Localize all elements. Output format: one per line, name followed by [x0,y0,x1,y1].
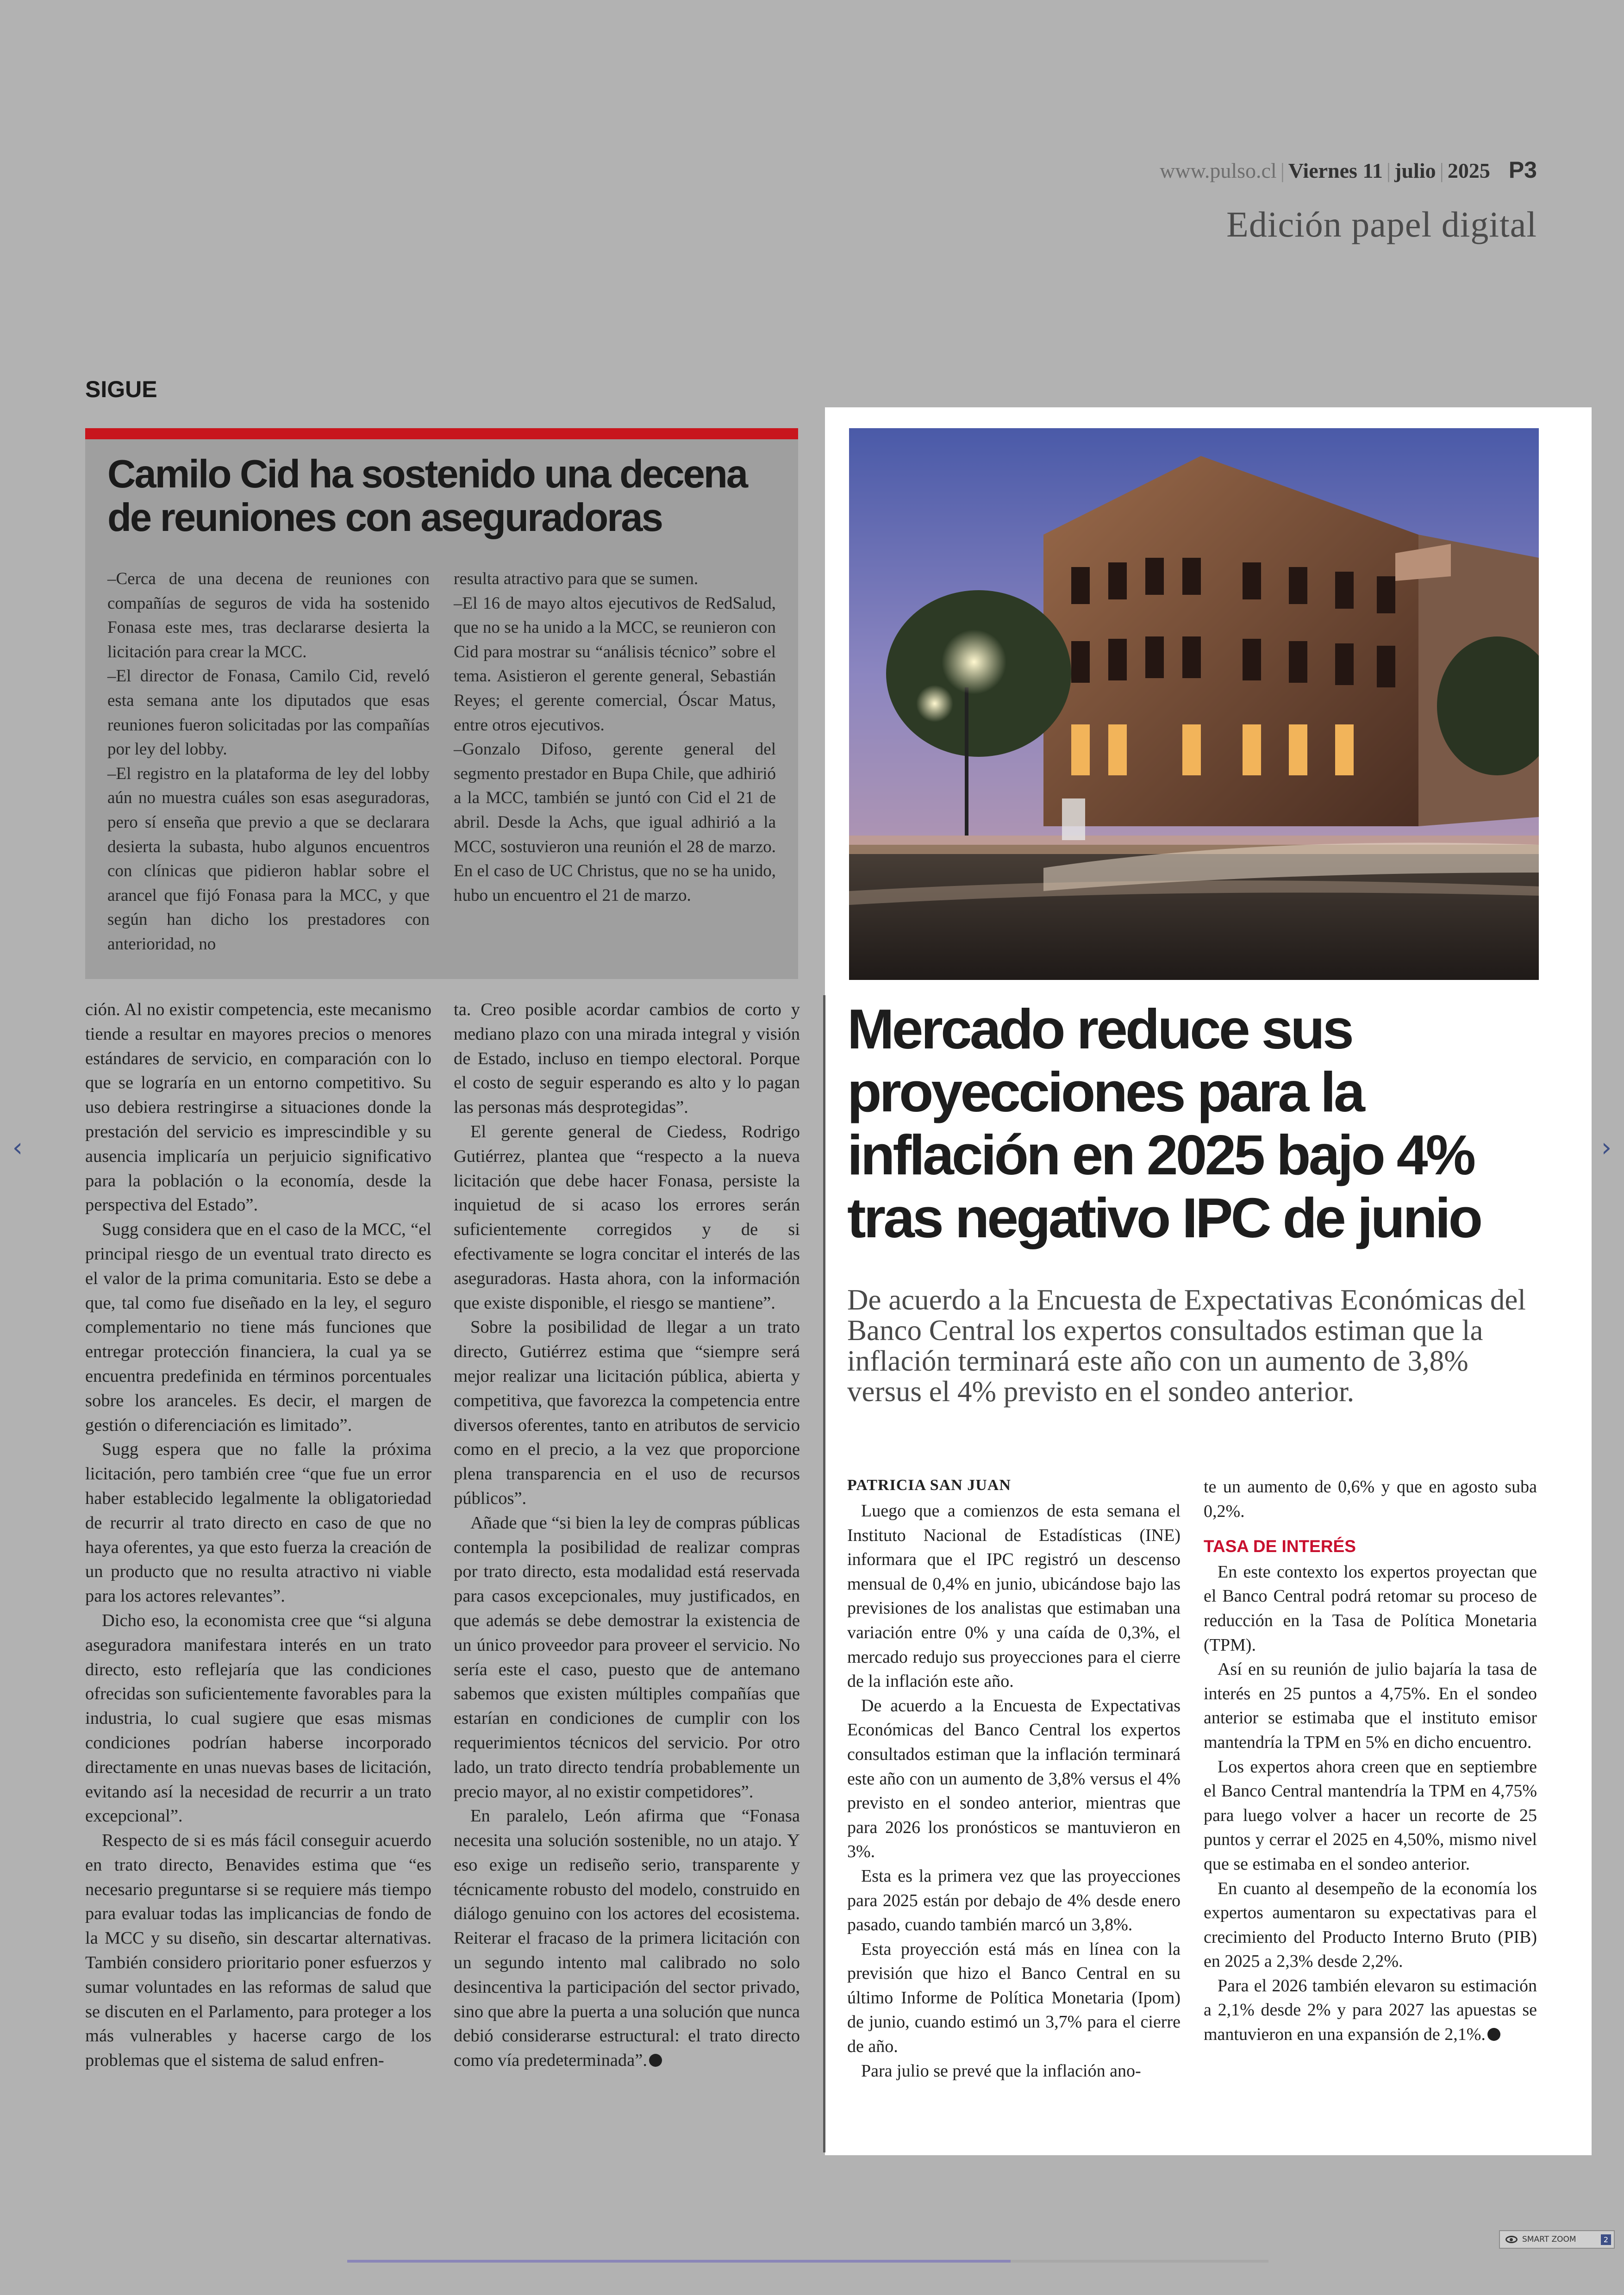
box-paragraph: resulta atractivo para que se sumen. [454,569,699,588]
masthead: www.pulso.cl | Viernes 11 | julio | 2025 P3 [1160,157,1537,183]
page-progress-bar[interactable] [347,2260,1268,2263]
date-month: julio [1394,159,1436,182]
column-divider [823,995,825,2152]
date-year: 2025 [1447,159,1490,182]
box-column-1 [107,567,430,957]
article-paragraph: ción. Al no existir competencia, este mecanismo tiende a resultar en mayores precios o menores estándares de servicio, en comparación con lo que se lograría en un entorno competitivo. Su uso debiera restringirse a situaciones donde la prestación del servicio es imprescindible y su ausencia implicaría un perjuicio significativo para la población o la economía, desde la perspectiva del Estado”. [85,1000,431,1215]
chevron-left-icon: ‹ [12,1133,23,1163]
article-headline: Mercado reduce sus proyecciones para la inflación en 2025 bajo 4% tras negativo IPC de junio [847,998,1481,1249]
article-paragraph: Sugg considera que en el caso de la MCC, “el principal riesgo de un eventual trato directo es el valor de la prima comunitaria. Esto se debe a que, tal como fue diseñado en la ley, el seguro complementario no tiene más funciones que entregar protección financiera, la cual ya se encuentra predefinida en términos porcentuales sobre los aranceles. Es decir, el margen de gestión o diferenciación es limitado”. [85,1220,431,1435]
box-paragraph: –El 16 de mayo altos ejecutivos de RedSalud, que no se ha unido a la MCC, se reunieron con Cid para mostrar su “análisis técnico” sobre el tema. Asistieron el gerente general, Sebastián Reyes; el gerente comercial, Óscar Matus, entre otros ejecutivos. [454,593,776,735]
article-paragraph: Los expertos ahora creen que en septiembre el Banco Central mantendría la TPM en 4,75% para luego volver a hacer un recorte de 25 puntos y cerrar el 2025 en 4,50%, mismo nivel que se estimaba en el sondeo anterior. [1204,1757,1537,1874]
eye-icon [1505,2236,1518,2243]
article-paragraph: te un aumento de 0,6% y que en agosto suba 0,2%. [1204,1477,1537,1521]
smart-zoom-button[interactable] [1499,2230,1615,2249]
box-title-line: Camilo Cid ha sostenido una decena [107,452,747,496]
chevron-right-icon: › [1601,1133,1612,1163]
site-url[interactable]: www.pulso.cl [1160,159,1277,182]
article-paragraph: En cuanto al desempeño de la economía los expertos aumentaron su expectativas para el crecimiento del Producto Interno Bruto (PIB) en 2025 a 2,3% desde 2,2%. [1204,1878,1537,1971]
article-paragraph: ta. Creo posible acordar cambios de corto y mediano plazo con una mirada integral y visión de Estado, incluso en tiempo electoral. Porque el costo de seguir esperando es alto y lo pagan las personas más desprotegidas”. [454,1000,800,1117]
article-paragraph: Respecto de si es más fácil conseguir acuerdo en trato directo, Benavides estima que “es necesario preguntarse si se requiere más tiempo para evaluar todas las implicancias de fondo de la MCC y su diseño, sin descartar alternativas. También considero prioritario poner esfuerzos y sumar voluntades en las reformas de salud que se discuten en el Parlamento, para proteger a los más vulnerables y hacerse cargo de los problemas que el sistema de salud enfren- [85,1831,431,2070]
section-label: SIGUE [85,376,157,402]
article-paragraph: Dicho eso, la economista cree que “si alguna aseguradora manifestara interés en un trato directo, esto reflejaría que las condiciones ofrecidas son suficientemente favorables para la industria, lo cual sugiere que esas mismas condiciones podrían haberse incorporado directamente en unas nuevas bases de licitación, evitando así la necesidad de recurrir a un trato excepcional”. [85,1610,431,1826]
box-paragraph: –El registro en la plataforma de ley del lobby aún no muestra cuáles son esas aseguradoras, pero sí enseña que previo a que se declarara desierta la subasta, hubo algunos encuentros con clínicas que pidieron hablar sobre el arancel que fijó Fonasa para la MCC, y que según han dicho los prestadores con anterioridad, no [107,764,430,954]
article-paragraph: Esta es la primera vez que las proyecciones para 2025 están por debajo de 4% desde enero pasado, cuando también marcó un 3,8%. [847,1866,1181,1935]
right-column-1 [847,1499,1181,2083]
article-paragraph: En este contexto los expertos proyectan que el Banco Central podrá retomar su proceso de reducción en la Tasa de Política Monetaria (TPM). [1204,1562,1537,1655]
article-column-2 [454,998,800,2073]
box-paragraph: –Gonzalo Difoso, gerente general del segmento prestador en Bupa Chile, que adhirió a la MCC, también se juntó con Cid el 21 de abril. Desde la Achs, que igual adhirió a la MCC, sostuvieron una reunión el 28 de marzo. En el caso de UC Christus, que no se ha unido, hubo un encuentro el 21 de marzo. [454,740,776,905]
article-paragraph: Esta proyección está más en línea con la previsión que hizo el Banco Central en su último Informe de Política Monetaria (Ipom) de junio, cuando estimó un 3,7% para el cierre de año. [847,1939,1181,2057]
previous-page-button[interactable] [4,1132,31,1164]
article-paragraph: De acuerdo a la Encuesta de Expectativas Económicas del Banco Central los expertos consultados estiman que la inflación terminará este año con un aumento de 3,8% versus el 4% previsto en el sondeo anterior, mientras que para 2026 los pronósticos se mantuvieron en 3%. [847,1696,1181,1862]
article-paragraph: Añade que “si bien la ley de compras públicas contempla la posibilidad de realizar compras por trato directo, esta modalidad está reservada para casos excepcionales, muy justificados, en que además se debe demostrar la existencia de un único proveedor para proveer el servicio. No sería este el caso, puesto que de antemano sabemos que existen múltiples compañías que estarían en condiciones de cumplir con los requerimientos técnicos del servicio. Por otro lado, un trato directo tendría probablemente un precio mayor, al no existir competidores”. [454,1513,800,1802]
article-paragraph: Sobre la posibilidad de llegar a un trato directo, Gutiérrez estima que “siempre será mejor realizar una licitación pública, abierta y competitiva, que favorezca la competencia entre diversos oferentes, tanto en atributos de servicio como en el precio, a la vez que proporcione plena transparencia en el uso de recursos públicos”. [454,1317,800,1508]
article-paragraph-text: Para el 2026 también elevaron su estimación a 2,1% desde 2% y para 2027 las apuestas se mantuvieron en una expansión de 2,1%. [1204,1976,1537,2045]
date-day: Viernes 11 [1288,159,1383,182]
article-paragraph: Para julio se prevé que la inflación ano- [861,2061,1141,2081]
next-page-button[interactable] [1593,1132,1620,1164]
right-column-2 [1204,1475,1537,2047]
article-paragraph: Sugg espera que no falle la próxima licitación, pero también cree “que fue un error haber establecido legalmente la obligatoriedad de recurrir al trato directo en caso de que no haya oferentes, ya que esto fuerza la creación de un producto que no resulta atractivo ni viable para los actores relevantes”. [85,1440,431,1606]
box-title-line: de reuniones con aseguradoras [107,496,662,540]
article-paragraph [454,1804,800,2073]
article-column-1 [85,998,431,2073]
box-paragraph: –Cerca de una decena de reuniones con compañías de seguros de vida ha sostenido Fonasa este mes, tras declararse desierta la licitación para crear la MCC. [107,569,430,661]
article-paragraph: Así en su reunión de julio bajaría la tasa de interés en 25 puntos a 4,75%. En el sondeo anterior se estimaba que el instituto emisor mantendría la TPM en 5% en dicho encuentro. [1204,1659,1537,1752]
box-column-2 [454,567,776,908]
smart-zoom-label: SMART ZOOM [1522,2235,1576,2244]
end-mark-icon [1487,2028,1500,2041]
subheading: TASA DE INTERÉS [1204,1537,1356,1556]
page-number: P3 [1508,157,1537,183]
end-mark-icon [649,2054,662,2067]
article-paragraph: El gerente general de Ciedess, Rodrigo Gutiérrez, plantea que “respecto a la nueva licitación que debe hacer Fonasa, persiste la inquietud de si acaso los errores serán suficientemente corregidos y de si efectivamente se logra concitar el interés de las aseguradoras. Hasta ahora, con la información que existe disponible, el riesgo se mantiene”. [454,1122,800,1313]
edition-label: Edición papel digital [1226,204,1537,244]
byline: PATRICIA SAN JUAN [847,1477,1011,1494]
box-title [107,453,783,540]
article-paragraph: Luego que a comienzos de esta semana el Instituto Nacional de Estadísticas (INE) informara que el IPC registró un descenso mensual de 0,4% en junio, ubicándose bajo las previsiones de los analistas que estimaban una variación entre 0% y una caída de 0,3%, el mercado redujo sus proyecciones para el cierre de la inflación este año. [847,1501,1181,1691]
article-paragraph [1204,1974,1537,2047]
page-progress-fill [347,2260,1011,2263]
building-photo-illustration [849,428,1539,980]
article-deck: De acuerdo a la Encuesta de Expectativas Económicas del Banco Central los expertos consultados estiman que la inflación terminará este año con un aumento de 3,8% versus el 4% previsto en el sondeo anterior. [847,1284,1526,1408]
box-paragraph: –El director de Fonasa, Camilo Cid, reveló esta semana ante los diputados que esas reuniones fueron solicitadas por las compañías por ley del lobby. [107,667,430,759]
article-paragraph-text: En paralelo, León afirma que “Fonasa necesita una solución sostenible, no un atajo. Y eso exige un rediseño serio, transparente y técnicamente robusto del modelo, construido en diálogo genuino con los actores del ecosistema. Reiterar el fracaso de la primera licitación con un segundo intento mal calibrado no solo desincentiva la participación del sector privado, sino que abre la puerta a una solución que nunca debió considerarse estructural: el trato directo como vía predeterminada”. [454,1806,800,2070]
smart-zoom-count: 2 [1601,2234,1611,2245]
article-photo[interactable] [849,428,1539,980]
